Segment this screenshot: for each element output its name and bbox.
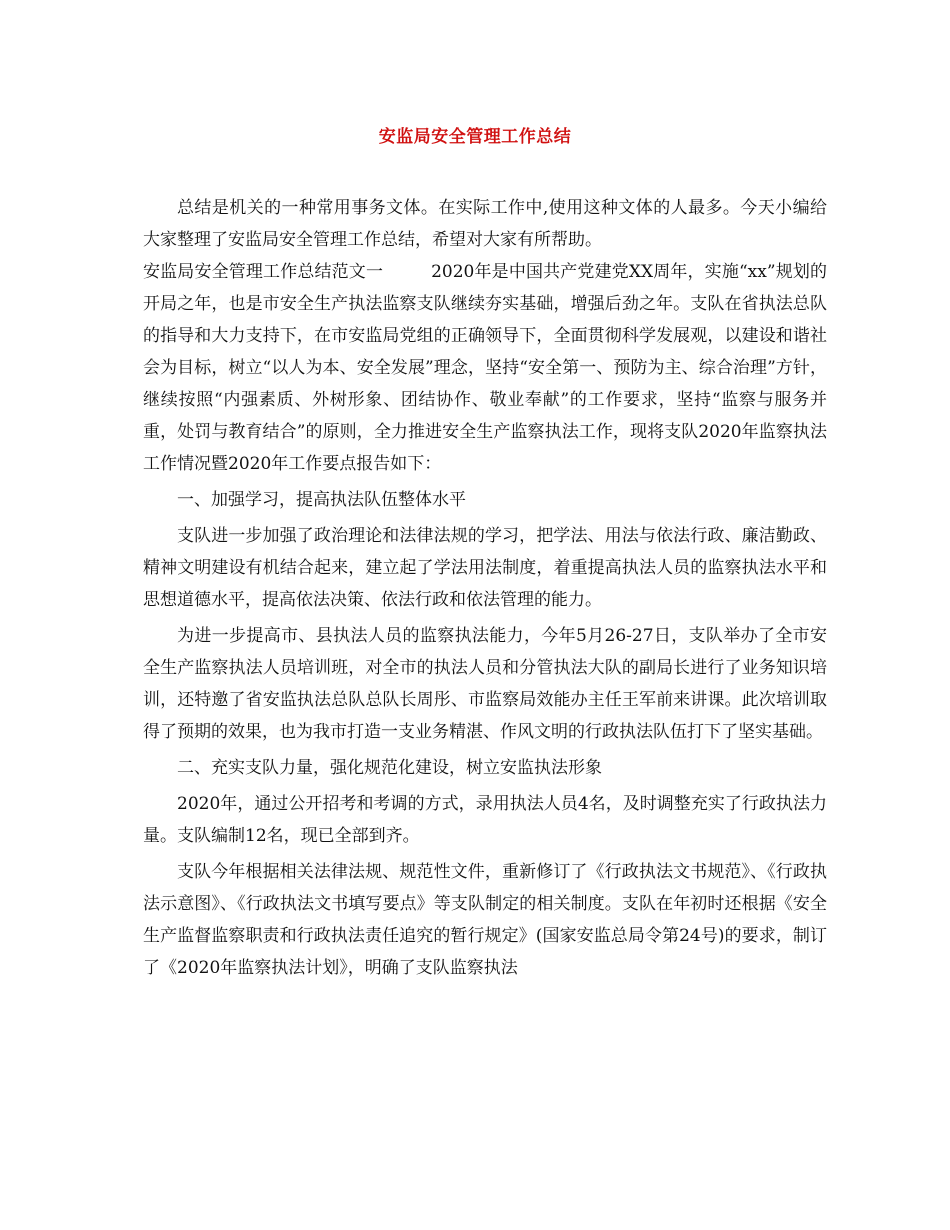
document-body <box>143 192 827 984</box>
sample-heading: 安监局安全管理工作总结范文一 <box>143 262 384 282</box>
section1-paragraph-2: 为进一步提高市、县执法人员的监察执法能力，今年5月26-27日，支队举办了全市安全生产监察执法人员培训班，对全市的执法人员和分管执法大队的副局长进行了业务知识培训，还特邀了省安监执法总队总队长周彤、市监察局效能办主任王军前来讲课。此次培训取得了预期的效果，也为我市打造一支业务精湛、作风文明的行政执法队伍打下了坚实基础。 <box>143 626 827 742</box>
section2-heading: 二、充实支队力量，强化规范化建设，树立安监执法形象 <box>177 758 602 778</box>
section1-paragraph-1: 支队进一步加强了政治理论和法律法规的学习，把学法、用法与依法行政、廉洁勤政、精神文明建设有机结合起来，建立起了学法用法制度，着重提高执法人员的监察执法水平和思想道德水平，提高依法决策、依法行政和依法管理的能力。 <box>143 526 827 610</box>
intro-paragraph: 总结是机关的一种常用事务文体。在实际工作中,使用这种文体的人最多。今天小编给大家整理了安监局安全管理工作总结，希望对大家有所帮助。 <box>143 198 827 250</box>
document-title: 安监局安全管理工作总结 <box>378 127 572 147</box>
section1-heading: 一、加强学习，提高执法队伍整体水平 <box>177 490 466 510</box>
section2-paragraph-2: 支队今年根据相关法律法规、规范性文件，重新修订了《行政执法文书规范》、《行政执法示意图》、《行政执法文书填写要点》等支队制定的相关制度。支队在年初时还根据《安全生产监督监察职责和行政执法责任追究的暂行规定》(国家安监总局令第24号)的要求，制订了《2020年监察执法计划》，明确了支队监察执法 <box>143 862 827 978</box>
sample-paragraph <box>143 256 827 480</box>
section2-paragraph-1: 2020年，通过公开招考和考调的方式，录用执法人员4名，及时调整充实了行政执法力量。支队编制12名，现已全部到齐。 <box>143 794 827 846</box>
sample-opening: 2020年是中国共产党建党XX周年，实施“xx”规划的开局之年，也是市安全生产执法监察支队继续夯实基础，增强后劲之年。支队在省执法总队的指导和大力支持下，在市安监局党组的正确领导下，全面贯彻科学发展观，以建设和谐社会为目标，树立“以人为本、安全发展”理念，坚持“安全第一、预防为主、综合治理”方针，继续按照“内强素质、外树形象、团结协作、敬业奉献”的工作要求，坚持“监察与服务并重，处罚与教育结合”的原则，全力推进安全生产监察执法工作，现将支队2020年监察执法工作情况暨2020年工作要点报告如下： <box>143 262 827 474</box>
